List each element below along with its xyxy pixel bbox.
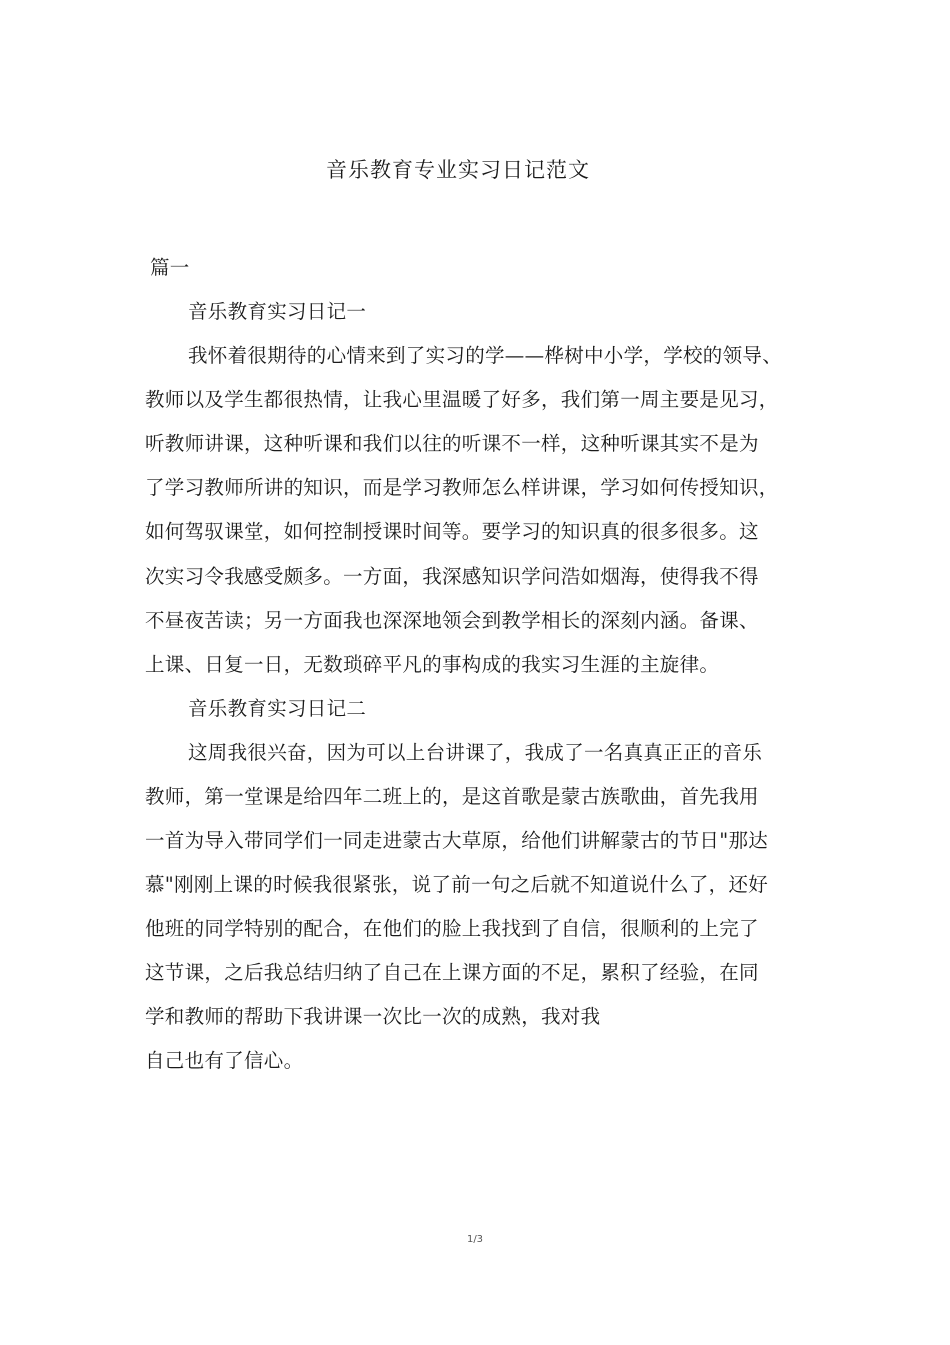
paragraph-line: 教师以及学生都很热情，让我心里温暖了好多，我们第一周主要是见习， [145,388,779,411]
paragraph-line: 这周我很兴奋，因为可以上台讲课了，我成了一名真真正正的音乐 [188,741,763,764]
paragraph-line: 他班的同学特别的配合，在他们的脸上我找到了自信，很顺利的上完了 [145,917,759,940]
page-title: 音乐教育专业实习日记范文 [326,158,590,182]
paragraph-line: 了学习教师所讲的知识，而是学习教师怎么样讲课，学习如何传授知识， [145,476,779,499]
paragraph-line: 教师，第一堂课是给四年二班上的，是这首歌是蒙古族歌曲，首先我用 [145,785,759,808]
entry-heading-2: 音乐教育实习日记二 [188,697,367,720]
paragraph-line: 学和教师的帮助下我讲课一次比一次的成熟，我对我 [145,1005,601,1028]
paragraph-line: 上课、日复一日，无数琐碎平凡的事构成的我实习生涯的主旋律。 [145,653,720,676]
paragraph-line: 我怀着很期待的心情来到了实习的学——桦树中小学，学校的领导、 [188,344,783,367]
paragraph-line: 这节课，之后我总结归纳了自己在上课方面的不足，累积了经验，在同 [145,961,759,984]
section-label: 篇一 [150,256,190,279]
paragraph-line: 如何驾驭课堂，如何控制授课时间等。要学习的知识真的很多很多。这 [145,520,759,543]
paragraph-line: 不昼夜苦读；另一方面我也深深地领会到教学相长的深刻内涵。备课、 [145,609,759,632]
page-number: 1/3 [466,1234,484,1245]
entry-heading-1: 音乐教育实习日记一 [188,300,367,323]
paragraph-line: 次实习令我感受颇多。一方面，我深感知识学问浩如烟海，使得我不得 [145,565,759,588]
paragraph-line: 自己也有了信心。 [145,1049,304,1072]
paragraph-line: 慕"刚刚上课的时候我很紧张，说了前一句之后就不知道说什么了，还好 [145,873,769,896]
paragraph-line: 听教师讲课，这种听课和我们以往的听课不一样，这种听课其实不是为 [145,432,759,455]
paragraph-line: 一首为导入带同学们一同走进蒙古大草原，给他们讲解蒙古的节日"那达 [145,829,769,852]
